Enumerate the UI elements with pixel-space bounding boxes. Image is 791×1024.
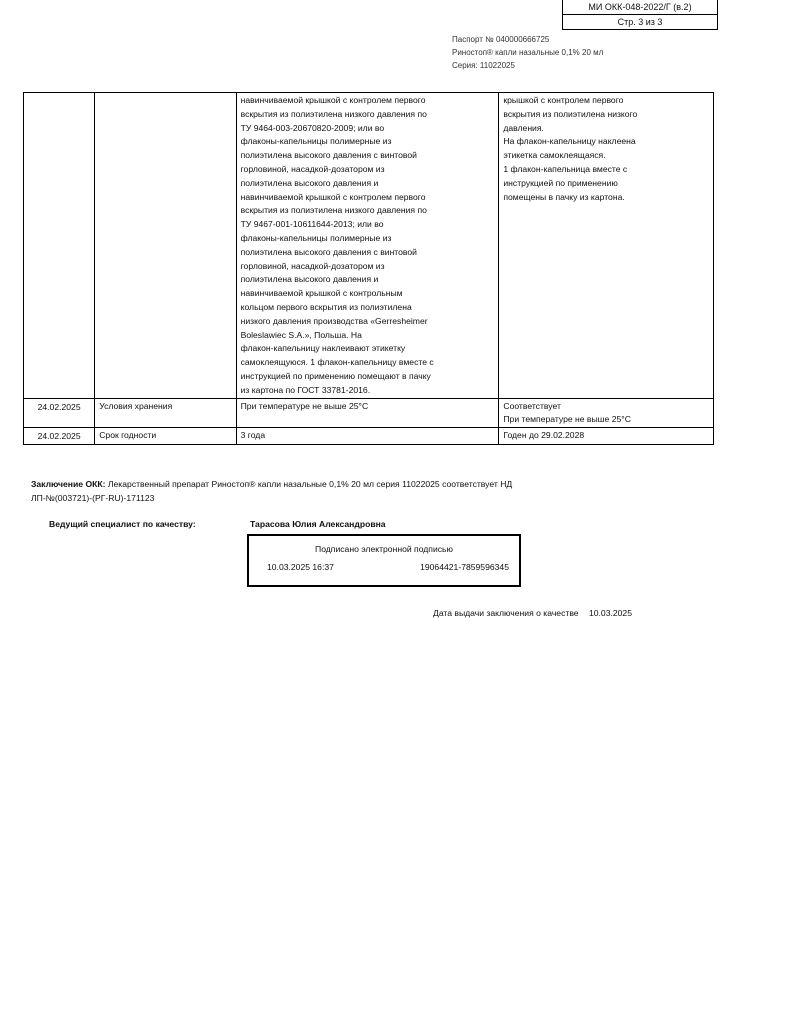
row-date: 24.02.2025	[24, 428, 95, 445]
text-line: При температуре не выше 25°С	[503, 414, 631, 425]
text-line: этикетка самоклеящаяся.	[503, 150, 606, 161]
text-line: ТУ 9464-003-20670820-2009; или во	[240, 122, 385, 133]
text-line: кольцом первого вскрытия из полиэтилена	[240, 301, 412, 312]
issue-label: Дата выдачи заключения о качестве	[433, 608, 579, 618]
text-line: инструкцией по применению помещают в пачку	[240, 370, 431, 381]
conclusion-reg-number: ЛП-№(003721)-(РГ-RU)-171123	[31, 493, 155, 503]
conclusion	[31, 477, 591, 505]
table-row	[24, 93, 714, 399]
text-line: полиэтилена высокого давления и	[240, 274, 379, 285]
text-line: навинчиваемой крышкой с контролем первого	[240, 191, 426, 202]
passport-series: Серия: 11022025	[452, 61, 515, 70]
text-line: вскрытия из полиэтилена низкого давления по	[240, 205, 427, 216]
signature-title: Подписано электронной подписью	[315, 544, 453, 554]
text-line: давления.	[503, 122, 544, 133]
issue-date-line	[433, 608, 632, 618]
text-line: самоклеящуюся. 1 флакон-капельницу вместе с	[240, 357, 434, 368]
text-line: горловиной, насадкой-дозатором из	[240, 163, 385, 174]
quality-table	[23, 92, 714, 445]
table-row	[24, 428, 714, 445]
text-line: ТУ 9467-001-10611644-2013; или во	[240, 219, 384, 230]
specialist-name: Тарасова Юлия Александровна	[250, 519, 386, 529]
signature-code: 19064421-7859596345	[420, 562, 509, 572]
text-line: Соответствует	[503, 400, 561, 411]
text-line: вскрытия из полиэтилена низкого давления по	[240, 108, 427, 119]
text-line: вскрытия из полиэтилена низкого	[503, 108, 638, 119]
text-line: На флакон-капельницу наклеена	[503, 136, 636, 147]
row-result	[499, 398, 714, 428]
row-parameter: Условия хранения	[95, 398, 236, 428]
text-line: Boleslawiec S.A.», Польша. На	[240, 329, 362, 340]
row-requirement: При температуре не выше 25°С	[236, 398, 499, 428]
text-line: флаконы-капельницы полимерные из	[240, 136, 392, 147]
page-number: Стр. 3 из 3	[617, 17, 663, 27]
issue-date: 10.03.2025	[588, 608, 632, 618]
row-requirement	[236, 93, 499, 399]
table-row	[24, 398, 714, 428]
specialist-label: Ведущий специалист по качеству:	[49, 519, 196, 529]
conclusion-label: Заключение ОКК:	[31, 479, 106, 489]
text-line: из картона по ГОСТ 33781-2016.	[240, 384, 371, 395]
row-parameter	[95, 93, 236, 399]
text-line: навинчиваемой крышкой с контрольным	[240, 288, 403, 299]
row-date	[24, 93, 95, 399]
row-parameter: Срок годности	[95, 428, 236, 445]
row-requirement: 3 года	[236, 428, 499, 445]
passport-number: Паспорт № 040000666725	[452, 35, 550, 44]
electronic-signature-stamp	[247, 534, 521, 587]
document-code: МИ ОКК-048-2022/Г (в.2)	[563, 0, 717, 15]
text-line: инструкцией по применению	[503, 177, 618, 188]
row-result	[499, 93, 714, 399]
text-line: полиэтилена высокого давления с винтовой	[240, 150, 417, 161]
text-line: горловиной, насадкой-дозатором из	[240, 260, 385, 271]
passport-product: Риностоп® капли назальные 0,1% 20 мл	[452, 48, 604, 57]
text-line: флаконы-капельницы полимерные из	[240, 232, 392, 243]
row-date: 24.02.2025	[24, 398, 95, 428]
text-line: полиэтилена высокого давления и	[240, 177, 379, 188]
text-line: флакон-капельницу наклеивают этикетку	[240, 343, 406, 354]
conclusion-text: Лекарственный препарат Риностоп® капли назальные 0,1% 20 мл серия 11022025 соответствует НД	[107, 479, 513, 489]
text-line: помещены в пачку из картона.	[503, 191, 625, 202]
text-line: 1 флакон-капельница вместе с	[503, 163, 628, 174]
signature-datetime: 10.03.2025 16:37	[267, 562, 334, 572]
text-line: навинчиваемой крышкой с контролем первого	[240, 95, 426, 105]
text-line: крышкой с контролем первого	[503, 95, 624, 105]
row-result: Годен до 29.02.2028	[499, 428, 714, 445]
document-code-box	[562, 0, 718, 30]
passport-info	[452, 33, 603, 72]
text-line: полиэтилена высокого давления с винтовой	[240, 246, 417, 257]
text-line: низкого давления производства «Gerresheimer	[240, 315, 428, 326]
